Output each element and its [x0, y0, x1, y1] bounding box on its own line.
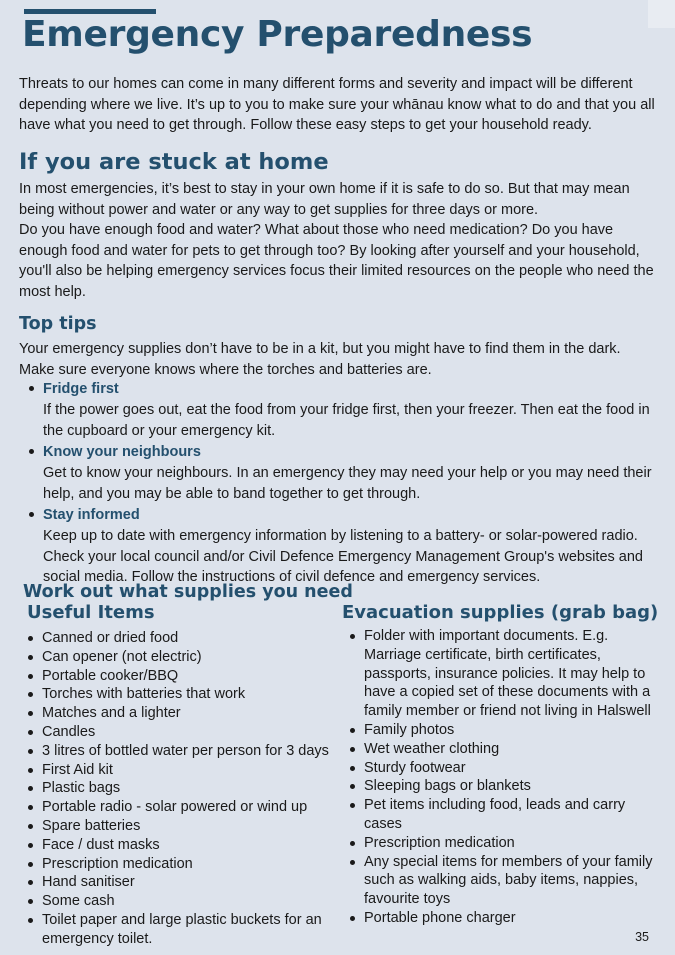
useful-items-list	[20, 629, 338, 949]
tip-title: Stay informed	[43, 507, 140, 523]
useful-items-heading: Useful Items	[27, 602, 155, 623]
list-item: 3 litres of bottled water per person for 3 days	[20, 742, 338, 761]
tip-title: Know your neighbours	[43, 444, 201, 460]
page-title: Emergency Preparedness	[22, 14, 533, 55]
list-item: Candles	[20, 723, 338, 742]
list-item: Plastic bags	[20, 779, 338, 798]
corner-block	[648, 0, 675, 28]
intro-paragraph	[19, 74, 659, 136]
evacuation-heading: Evacuation supplies (grab bag)	[342, 602, 659, 623]
list-item: Matches and a lighter	[20, 704, 338, 723]
supplies-heading: Work out what supplies you need	[23, 582, 353, 602]
intro-text: Threats to our homes can come in many different forms and severity and impact will be different depending where we live. It’s up to you to make sure your whānau know what to do and that you all have what you need to get through. Follow these easy steps to get your household ready.	[19, 76, 655, 133]
evacuation-list	[342, 627, 658, 928]
list-item: Prescription medication	[20, 855, 338, 874]
list-item: Prescription medication	[342, 834, 658, 853]
tip-title: Fridge first	[43, 381, 119, 397]
list-item: Portable cooker/BBQ	[20, 667, 338, 686]
tip-body: Get to know your neighbours. In an emergency they may need your help or you may need their help, and you may be able to band together to get through.	[43, 465, 652, 502]
list-item: Folder with important documents. E.g. Marriage certificate, birth certificates, passports, insurance policies. It may help to have a copied set of these documents with a family member or friend not living in Halswell	[342, 627, 658, 721]
list-item: Portable phone charger	[342, 909, 658, 928]
stuck-at-home-heading: If you are stuck at home	[19, 149, 329, 175]
page-number: 35	[635, 930, 649, 944]
tip-body: Keep up to date with emergency information by listening to a battery- or solar-powered radio. Check your local council and/or Civil Defence Emergency Management Group's websites and social media. Follow the instructions of civil defence and emergency services.	[43, 528, 643, 585]
tip-item	[19, 441, 659, 504]
list-item: Spare batteries	[20, 817, 338, 836]
list-item: Hand sanitiser	[20, 873, 338, 892]
top-tips-intro	[19, 339, 659, 380]
list-item: Wet weather clothing	[342, 740, 658, 759]
list-item: Some cash	[20, 892, 338, 911]
stuck-at-home-body	[19, 179, 659, 302]
tip-item	[19, 378, 659, 441]
list-item: Family photos	[342, 721, 658, 740]
list-item: Canned or dried food	[20, 629, 338, 648]
list-item: Pet items including food, leads and carry cases	[342, 796, 658, 834]
list-item: Sturdy footwear	[342, 759, 658, 778]
list-item: Portable radio - solar powered or wind up	[20, 798, 338, 817]
top-tips-list	[19, 378, 659, 588]
list-item: Any special items for members of your family such as walking aids, baby items, nappies, favourite toys	[342, 853, 658, 909]
list-item: First Aid kit	[20, 761, 338, 780]
top-tips-intro-text: Your emergency supplies don’t have to be in a kit, but you might have to find them in the dark. Make sure everyone knows where the torches and batteries are.	[19, 341, 621, 378]
top-tips-heading: Top tips	[19, 314, 97, 334]
tip-body: If the power goes out, eat the food from your fridge first, then your freezer. Then eat the food in the cupboard or your emergency kit.	[43, 402, 650, 439]
tip-item	[19, 504, 659, 588]
stuck-at-home-p1: In most emergencies, it’s best to stay in your own home if it is safe to do so. But that may mean being without power and water or any way to get supplies for three days or more.	[19, 181, 630, 218]
list-item: Can opener (not electric)	[20, 648, 338, 667]
stuck-at-home-p2: Do you have enough food and water? What about those who need medication? Do you have enough food and water for pets to get through too? By looking after yourself and your household, you'll also be helping emergency services focus their limited resources on the people who need the most help.	[19, 222, 654, 300]
list-item: Torches with batteries that work	[20, 685, 338, 704]
list-item: Sleeping bags or blankets	[342, 777, 658, 796]
list-item: Face / dust masks	[20, 836, 338, 855]
list-item: Toilet paper and large plastic buckets for an emergency toilet.	[20, 911, 338, 949]
